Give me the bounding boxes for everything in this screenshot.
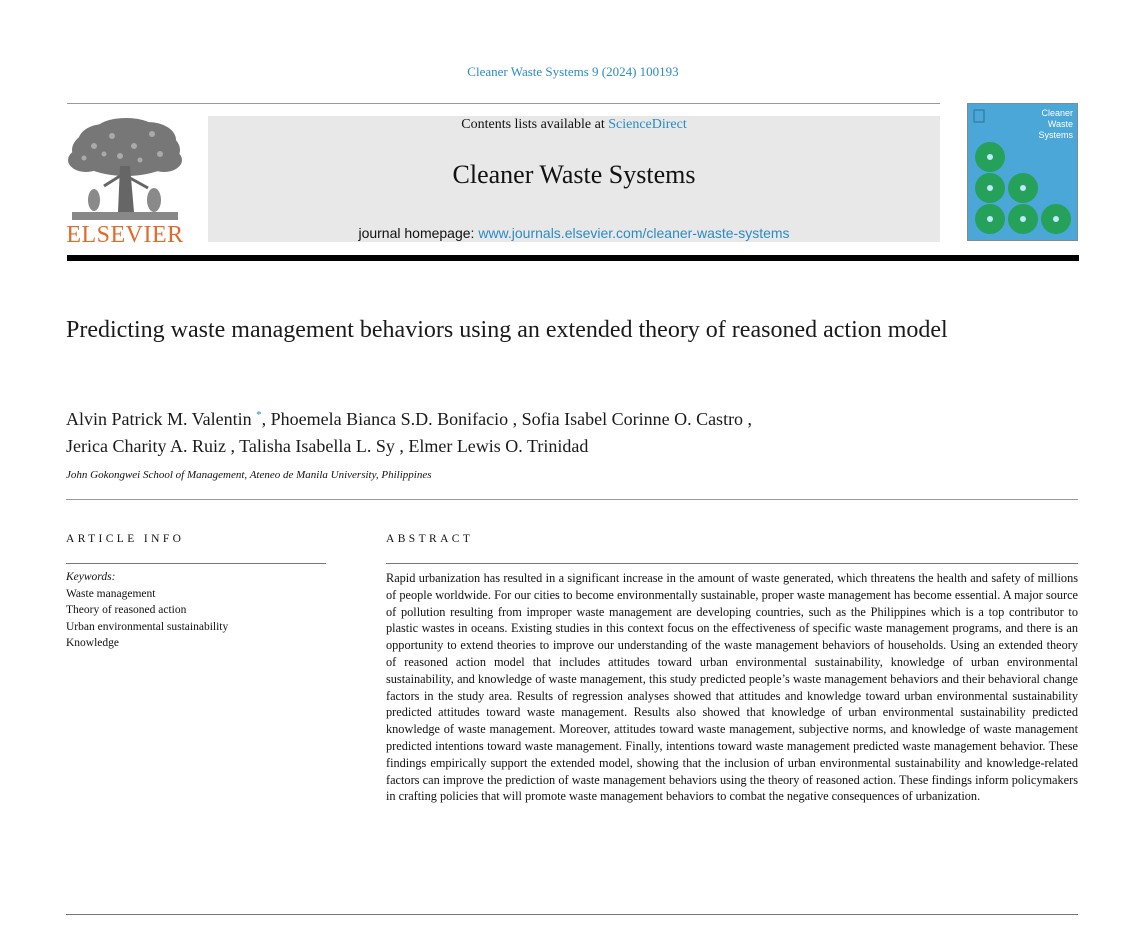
- authors-line-2[interactable]: Jerica Charity A. Ruiz , Talisha Isabella L. Sy , Elmer Lewis O. Trinidad: [66, 436, 589, 456]
- abstract-body: Rapid urbanization has resulted in a significant increase in the amount of waste generated, which threatens the health and safety of millions of people worldwide. For our cities to become environmentally sustainable, proper waste management has become essential. A major source of pollution resulting from improper waste management are developing countries, such as the Philippines which is a top contributor to plastic wastes in oceans. Existing studies in this context focus on the effectiveness of specific waste management programs, and there is an opportunity to extend theories to improve our understanding of the waste management behaviors of households. Using an extended theory of reasoned action model that includes attitudes toward urban environmental sustainability, knowledge of urban environmental sustainability, and knowledge of waste management, this study predicted people’s waste management behaviors and their behavioral change factors in the study area. Results of regression analyses showed that attitudes and knowledge toward urban environmental sustainability predicted attitudes toward waste management. Results also showed that knowledge of urban environmental sustainability predicted knowledge of waste management. Moreover, attitudes toward waste management, subjective norms, and knowledge of waste management predicted intentions toward waste management. Finally, intentions toward waste management predicted waste management behavior. These findings empirically support the extended model, showing that the inclusion of urban environmental sustainability and knowledge-related factors can improve the prediction of waste management behaviors using the theory of reasoned action. These findings inform policymakers in crafting policies that will promote waste management behaviors to combat the negative consequences of urbanization.: [386, 571, 1078, 804]
- journal-masthead: [208, 116, 940, 242]
- cover-title: [1013, 108, 1073, 141]
- contents-line: [208, 117, 940, 133]
- author-names[interactable]: , Phoemela Bianca S.D. Bonifacio , Sofia Isabel Corinne O. Castro ,: [261, 409, 753, 429]
- abstract-heading: ABSTRACT: [386, 533, 474, 545]
- header-rule: [67, 103, 940, 104]
- elsevier-wordmark: ELSEVIER: [66, 222, 184, 248]
- journal-title: Cleaner Waste Systems: [452, 160, 696, 189]
- homepage-line: [208, 225, 940, 241]
- cover-elsevier-mark: [974, 110, 984, 122]
- author-list: [66, 402, 1006, 460]
- homepage-prefix: journal homepage:: [358, 225, 479, 241]
- masthead-thick-rule: [67, 255, 1079, 261]
- article-info-rule: [66, 563, 326, 564]
- author-name[interactable]: Alvin Patrick M. Valentin: [66, 409, 257, 429]
- keyword-item: Knowledge: [66, 637, 120, 649]
- cover-title-line: Cleaner: [1041, 108, 1073, 118]
- keywords-label: Keywords:: [66, 571, 116, 583]
- article-info-heading: ARTICLE INFO: [66, 533, 185, 545]
- abstract-rule: [386, 563, 1078, 564]
- corresponding-author-mark[interactable]: *: [256, 409, 262, 421]
- journal-citation[interactable]: Cleaner Waste Systems 9 (2024) 100193: [467, 64, 679, 79]
- affiliation: John Gokongwei School of Management, Ateneo de Manila University, Philippines: [66, 469, 432, 481]
- article-title: Predicting waste management behaviors using an extended theory of reasoned action model: [66, 317, 948, 343]
- journal-cover-thumbnail[interactable]: [967, 103, 1078, 241]
- cover-title-line: Systems: [1038, 130, 1073, 140]
- abstract-bottom-rule: [66, 914, 1078, 915]
- keyword-item: Waste management: [66, 587, 156, 600]
- sciencedirect-link[interactable]: ScienceDirect: [608, 117, 687, 132]
- keyword-item: Urban environmental sustainability: [66, 620, 229, 633]
- journal-homepage-link[interactable]: www.journals.elsevier.com/cleaner-waste-systems: [478, 225, 790, 241]
- contents-prefix: Contents lists available at: [461, 117, 609, 132]
- cover-discs: [975, 142, 1071, 234]
- cover-title-line: Waste: [1047, 119, 1073, 129]
- keywords-block: [66, 569, 228, 652]
- authors-line-1: [66, 402, 1006, 433]
- affiliation-rule: [66, 499, 1078, 500]
- keyword-item: Theory of reasoned action: [66, 604, 187, 616]
